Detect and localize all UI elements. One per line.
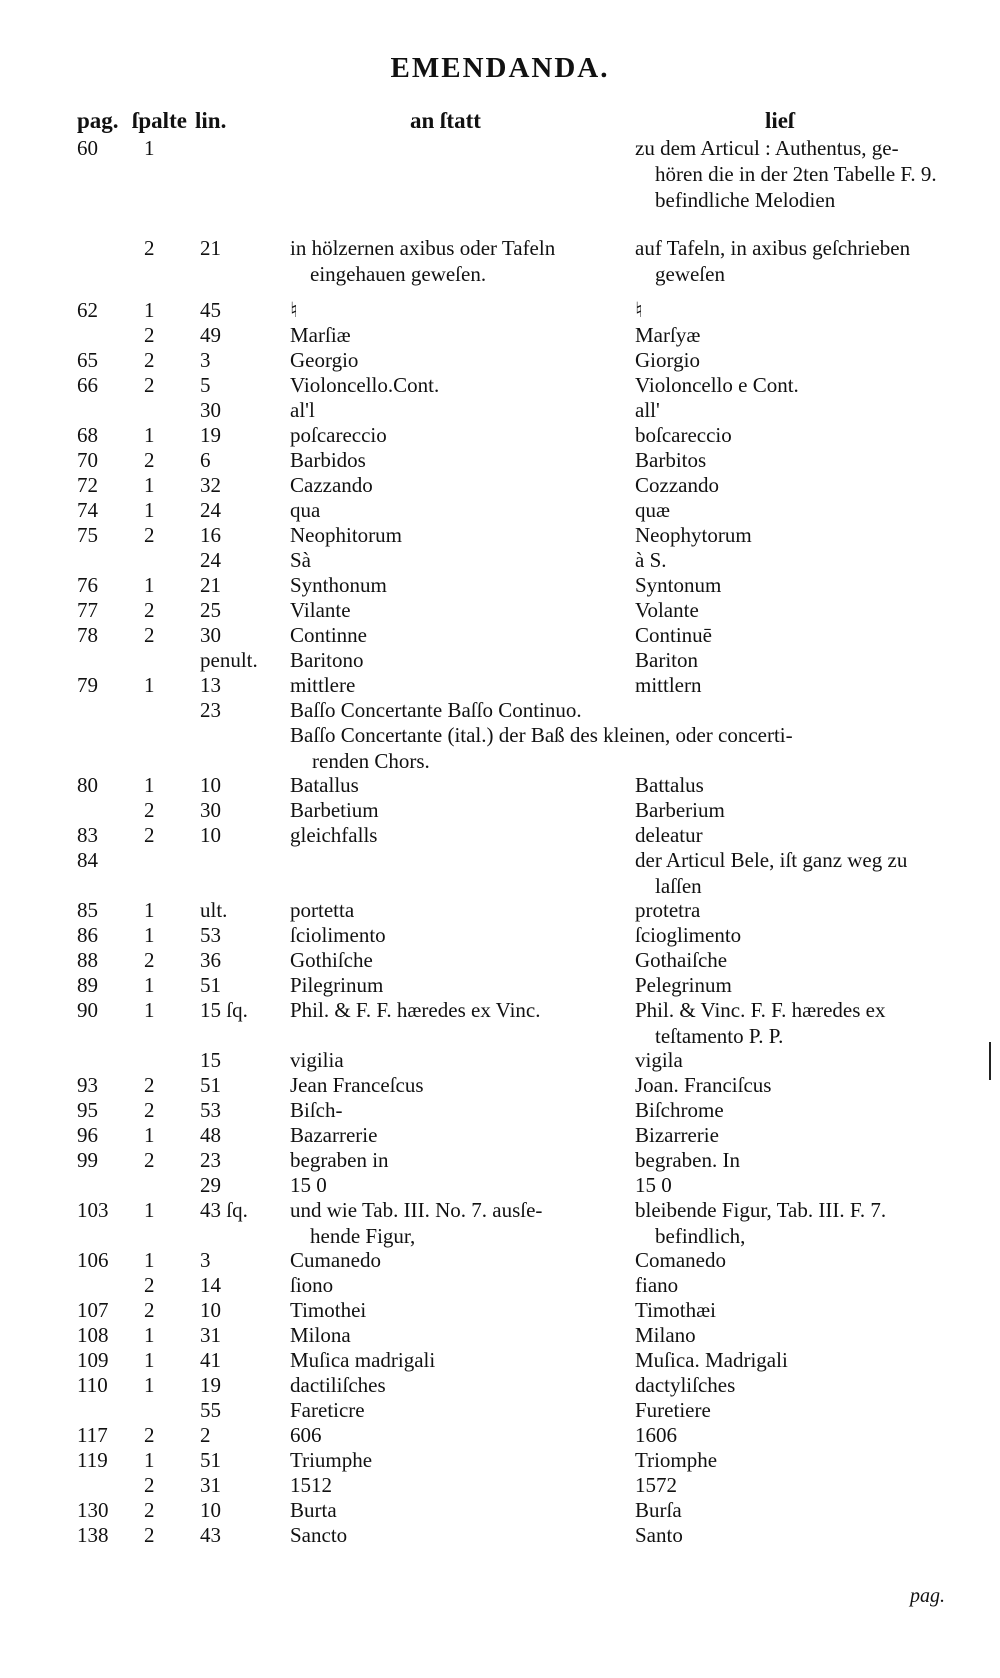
page-number: 117 (77, 1423, 108, 1447)
wrong-reading: Biſch- (290, 1098, 343, 1122)
page-number: 90 (77, 998, 98, 1022)
header-an-statt: an ſtatt (410, 108, 481, 133)
page-number: 107 (77, 1298, 109, 1322)
line-number: 41 (200, 1348, 221, 1372)
errata-row (0, 135, 1000, 235)
line-number: 3 (200, 348, 211, 372)
errata-row (0, 235, 1000, 297)
column-number: 1 (144, 923, 155, 947)
wrong-reading: Milona (290, 1323, 351, 1347)
correct-reading: der Articul Bele, iſt ganz weg zu (635, 848, 908, 872)
correct-reading: Triomphe (635, 1448, 718, 1472)
wrong-reading: mittlere (290, 673, 356, 697)
errata-row (0, 397, 1000, 422)
line-number: 55 (200, 1398, 221, 1422)
correct-reading: Neophytorum (635, 523, 752, 547)
correct-reading: Timothæi (635, 1298, 716, 1322)
catchword: pag. (910, 1585, 945, 1607)
column-number: 2 (144, 236, 155, 260)
page-number: 138 (77, 1523, 109, 1547)
correct-reading: dactyliſches (635, 1373, 736, 1397)
line-number: 43 (200, 1523, 221, 1547)
wrong-reading: Fareticre (290, 1398, 365, 1422)
line-number: 30 (200, 623, 221, 647)
line-number: 53 (200, 1098, 221, 1122)
column-number: 2 (144, 348, 155, 372)
page-title: EMENDANDA. (390, 52, 610, 84)
correct-reading: ſcioglimento (635, 923, 742, 947)
wrong-reading: Batallus (290, 773, 359, 797)
page-number: 72 (77, 473, 98, 497)
wrong-reading: Baritono (290, 648, 364, 672)
errata-row (0, 722, 1000, 772)
line-number: 30 (200, 798, 221, 822)
line-number: 31 (200, 1323, 221, 1347)
correct-reading-continuation: teſtamento P. P. (655, 1024, 784, 1048)
wrong-reading: Burta (290, 1498, 337, 1522)
wrong-reading: portetta (290, 898, 355, 922)
wrong-reading: begraben in (290, 1148, 389, 1172)
column-number: 1 (144, 898, 155, 922)
wrong-reading: Sancto (290, 1523, 348, 1547)
errata-row (0, 297, 1000, 322)
line-number: 10 (200, 823, 221, 847)
errata-row (0, 547, 1000, 572)
correct-reading: 15 0 (635, 1173, 672, 1197)
errata-row (0, 322, 1000, 347)
correct-reading-continuation: laſſen (655, 874, 702, 898)
correct-reading: Pelegrinum (635, 973, 732, 997)
column-number: 1 (144, 1373, 155, 1397)
correct-reading: Milano (635, 1323, 696, 1347)
correct-reading: fiano (635, 1273, 679, 1297)
page-number: 84 (77, 848, 98, 872)
column-number: 2 (144, 1098, 155, 1122)
column-number: 1 (144, 473, 155, 497)
correct-reading: Syntonum (635, 573, 722, 597)
correct-reading: Marſyæ (635, 323, 701, 347)
correct-reading-continuation: hören die in der 2ten Tabelle F. 9. befindliche Melodien (655, 162, 937, 212)
page-number: 99 (77, 1148, 98, 1172)
column-number: 2 (144, 1073, 155, 1097)
page-number: 65 (77, 348, 98, 372)
errata-row (0, 1197, 1000, 1247)
errata-row (0, 1397, 1000, 1422)
column-number: 1 (144, 673, 155, 697)
page-number: 96 (77, 1123, 98, 1147)
errata-row (0, 647, 1000, 672)
wrong-reading-continuation: eingehauen geweſen. (310, 262, 487, 286)
correct-reading: Santo (635, 1523, 683, 1547)
column-number: 1 (144, 1323, 155, 1347)
line-number: 6 (200, 448, 211, 472)
errata-row (0, 597, 1000, 622)
correct-reading: Furetiere (635, 1398, 711, 1422)
correct-reading: mittlern (635, 673, 702, 697)
column-number: 1 (144, 998, 155, 1022)
errata-row (0, 497, 1000, 522)
correct-reading: Bizarrerie (635, 1123, 719, 1147)
wrong-reading: Synthonum (290, 573, 387, 597)
wrong-reading: Pilegrinum (290, 973, 384, 997)
page-number: 62 (77, 298, 98, 322)
correct-reading: Muſica. Madrigali (635, 1348, 788, 1372)
errata-row (0, 772, 1000, 797)
wrong-reading: ♮ (290, 298, 298, 322)
correct-reading-continuation: befindlich, (655, 1224, 746, 1248)
page-number: 83 (77, 823, 98, 847)
column-number: 1 (144, 1348, 155, 1372)
correct-reading: Joan. Franciſcus (635, 1073, 772, 1097)
errata-row (0, 672, 1000, 697)
line-number: ult. (200, 898, 228, 922)
wrong-reading: 15 0 (290, 1173, 327, 1197)
column-number: 2 (144, 823, 155, 847)
column-number: 1 (144, 298, 155, 322)
header-spalte: ſpalte (132, 108, 187, 133)
line-number: 51 (200, 973, 221, 997)
line-number: 24 (200, 548, 221, 572)
correct-reading: Continuē (635, 623, 712, 647)
correct-reading: Bariton (635, 648, 698, 672)
correct-reading: Comanedo (635, 1248, 726, 1272)
page-number: 85 (77, 898, 98, 922)
line-number: 5 (200, 373, 211, 397)
page-number: 79 (77, 673, 98, 697)
errata-row (0, 1347, 1000, 1372)
errata-row (0, 822, 1000, 847)
column-number: 2 (144, 598, 155, 622)
column-number: 2 (144, 1148, 155, 1172)
line-number: 51 (200, 1448, 221, 1472)
wrong-reading: qua (290, 498, 321, 522)
line-number: 19 (200, 423, 221, 447)
errata-row (0, 522, 1000, 547)
correct-reading: deleatur (635, 823, 703, 847)
page-number: 130 (77, 1498, 109, 1522)
page-number: 119 (77, 1448, 108, 1472)
correct-reading: Giorgio (635, 348, 700, 372)
page-number: 106 (77, 1248, 109, 1272)
combined-entry: Baſſo Concertante Baſſo Continuo. (290, 698, 582, 722)
line-number: 10 (200, 1498, 221, 1522)
column-number: 1 (144, 1448, 155, 1472)
wrong-reading: Marſiæ (290, 323, 351, 347)
errata-row (0, 572, 1000, 597)
correct-reading: Violoncello e Cont. (635, 373, 799, 397)
errata-row (0, 847, 1000, 897)
wrong-reading-continuation: hende Figur, (310, 1224, 416, 1248)
combined-entry: Baſſo Concertante (ital.) der Baß des kleinen, oder concerti- (290, 723, 793, 747)
page-number: 80 (77, 773, 98, 797)
wrong-reading: Neophitorum (290, 523, 402, 547)
errata-row (0, 1047, 1000, 1072)
line-number: 10 (200, 1298, 221, 1322)
errata-row (0, 447, 1000, 472)
correct-reading-continuation: geweſen (655, 262, 725, 286)
errata-row (0, 1322, 1000, 1347)
line-number: 23 (200, 1148, 221, 1172)
wrong-reading: Cazzando (290, 473, 373, 497)
errata-row (0, 1497, 1000, 1522)
line-number: 45 (200, 298, 221, 322)
wrong-reading: Cumanedo (290, 1248, 381, 1272)
column-number: 1 (144, 773, 155, 797)
column-number: 2 (144, 448, 155, 472)
column-number: 2 (144, 523, 155, 547)
column-number: 2 (144, 1473, 155, 1497)
line-number: 23 (200, 698, 221, 722)
header-pag: pag. (77, 108, 119, 133)
correct-reading: boſcareccio (635, 423, 732, 447)
wrong-reading: in hölzernen axibus oder Tafeln (290, 236, 556, 260)
errata-row (0, 1172, 1000, 1197)
errata-row (0, 1122, 1000, 1147)
page-number: 77 (77, 598, 98, 622)
line-number: 21 (200, 573, 221, 597)
line-number: penult. (200, 648, 258, 672)
wrong-reading: Continne (290, 623, 367, 647)
errata-row (0, 947, 1000, 972)
page-number: 109 (77, 1348, 109, 1372)
errata-row (0, 472, 1000, 497)
errata-row (0, 922, 1000, 947)
line-number: 10 (200, 773, 221, 797)
line-number: 14 (200, 1273, 221, 1297)
page-number: 75 (77, 523, 98, 547)
wrong-reading: dactiliſches (290, 1373, 386, 1397)
correct-reading: Burſa (635, 1498, 682, 1522)
line-number: 49 (200, 323, 221, 347)
page-number: 68 (77, 423, 98, 447)
page-number: 95 (77, 1098, 98, 1122)
errata-row (0, 622, 1000, 647)
correct-reading: Gothaiſche (635, 948, 728, 972)
header-lies: lieſ (765, 108, 795, 133)
line-number: 15 (200, 1048, 221, 1072)
errata-row (0, 1147, 1000, 1172)
line-number: 31 (200, 1473, 221, 1497)
errata-row (0, 1422, 1000, 1447)
errata-row (0, 1247, 1000, 1272)
wrong-reading: Timothei (290, 1298, 367, 1322)
correct-reading: auf Tafeln, in axibus geſchrieben (635, 236, 911, 260)
header-lin: lin. (195, 108, 227, 133)
page-number: 103 (77, 1198, 109, 1222)
line-number: 24 (200, 498, 221, 522)
correct-reading: 1606 (635, 1423, 677, 1447)
line-number: 2 (200, 1423, 211, 1447)
column-number: 2 (144, 623, 155, 647)
correct-reading: Battalus (635, 773, 704, 797)
page-number: 78 (77, 623, 98, 647)
line-number: 15 ſq. (200, 998, 248, 1022)
wrong-reading: Barbidos (290, 448, 366, 472)
wrong-reading: 1512 (290, 1473, 332, 1497)
wrong-reading: Georgio (290, 348, 359, 372)
column-number: 1 (144, 1123, 155, 1147)
page-number: 108 (77, 1323, 109, 1347)
column-number: 2 (144, 323, 155, 347)
errata-row (0, 1372, 1000, 1397)
errata-row (0, 1522, 1000, 1547)
line-number: 36 (200, 948, 221, 972)
correct-reading: bleibende Figur, Tab. III. F. 7. (635, 1198, 887, 1222)
correct-reading: Barberium (635, 798, 725, 822)
errata-row (0, 972, 1000, 997)
correct-reading: Barbitos (635, 448, 707, 472)
wrong-reading: Jean Franceſcus (290, 1073, 424, 1097)
column-number: 1 (144, 136, 155, 160)
errata-row (0, 372, 1000, 397)
line-number: 19 (200, 1373, 221, 1397)
page-number: 110 (77, 1373, 108, 1397)
correct-reading: protetra (635, 898, 701, 922)
correct-reading: Cozzando (635, 473, 719, 497)
column-number: 2 (144, 798, 155, 822)
errata-row (0, 1097, 1000, 1122)
errata-row (0, 797, 1000, 822)
wrong-reading: Sà (290, 548, 311, 572)
column-number: 2 (144, 1523, 155, 1547)
page-number: 66 (77, 373, 98, 397)
column-number: 1 (144, 573, 155, 597)
line-number: 53 (200, 923, 221, 947)
column-number: 2 (144, 1498, 155, 1522)
page-number: 89 (77, 973, 98, 997)
page-number: 70 (77, 448, 98, 472)
column-number: 1 (144, 498, 155, 522)
wrong-reading: und wie Tab. III. No. 7. ausſe- (290, 1198, 543, 1222)
line-number: 3 (200, 1248, 211, 1272)
page-number: 76 (77, 573, 98, 597)
line-number: 29 (200, 1173, 221, 1197)
correct-reading: zu dem Articul : Authentus, ge- (635, 136, 899, 160)
errata-row (0, 1297, 1000, 1322)
errata-row (0, 1447, 1000, 1472)
margin-mark (989, 1042, 991, 1080)
wrong-reading: gleichfalls (290, 823, 378, 847)
column-number: 1 (144, 423, 155, 447)
page-number: 88 (77, 948, 98, 972)
errata-row (0, 997, 1000, 1047)
errata-row (0, 1072, 1000, 1097)
wrong-reading: Violoncello.Cont. (290, 373, 440, 397)
correct-reading: vigila (635, 1048, 683, 1072)
wrong-reading: Triumphe (290, 1448, 373, 1472)
correct-reading: Volante (635, 598, 699, 622)
wrong-reading: 606 (290, 1423, 322, 1447)
wrong-reading: Phil. & F. F. hæredes ex Vinc. (290, 998, 541, 1022)
wrong-reading: Muſica madrigali (290, 1348, 436, 1372)
line-number: 25 (200, 598, 221, 622)
correct-reading: ♮ (635, 298, 643, 322)
errata-table (0, 135, 1000, 1547)
errata-row (0, 347, 1000, 372)
line-number: 16 (200, 523, 221, 547)
combined-entry-continuation: renden Chors. (312, 749, 430, 773)
line-number: 48 (200, 1123, 221, 1147)
correct-reading: quæ (635, 498, 671, 522)
page-number: 74 (77, 498, 98, 522)
correct-reading: Biſchrome (635, 1098, 724, 1122)
errata-row (0, 422, 1000, 447)
line-number: 51 (200, 1073, 221, 1097)
errata-row (0, 1272, 1000, 1297)
wrong-reading: vigilia (290, 1048, 344, 1072)
correct-reading: Phil. & Vinc. F. F. hæredes ex (635, 998, 886, 1022)
line-number: 43 ſq. (200, 1198, 248, 1222)
line-number: 30 (200, 398, 221, 422)
column-number: 1 (144, 1248, 155, 1272)
column-number: 1 (144, 973, 155, 997)
correct-reading: all' (635, 398, 660, 422)
wrong-reading: al'l (290, 398, 315, 422)
line-number: 32 (200, 473, 221, 497)
column-number: 1 (144, 1198, 155, 1222)
column-number: 2 (144, 1298, 155, 1322)
wrong-reading: Bazarrerie (290, 1123, 378, 1147)
wrong-reading: Vilante (290, 598, 351, 622)
page-number: 86 (77, 923, 98, 947)
errata-row (0, 697, 1000, 722)
column-number: 2 (144, 1423, 155, 1447)
page-number: 60 (77, 136, 98, 160)
wrong-reading: ſiono (290, 1273, 334, 1297)
errata-row (0, 1472, 1000, 1497)
wrong-reading: Barbetium (290, 798, 379, 822)
line-number: 13 (200, 673, 221, 697)
column-number: 2 (144, 948, 155, 972)
line-number: 21 (200, 236, 221, 260)
wrong-reading: Gothiſche (290, 948, 373, 972)
column-number: 2 (144, 373, 155, 397)
errata-row (0, 897, 1000, 922)
column-number: 2 (144, 1273, 155, 1297)
wrong-reading: poſcareccio (290, 423, 387, 447)
correct-reading: 1572 (635, 1473, 677, 1497)
correct-reading: à S. (635, 548, 667, 572)
page-number: 93 (77, 1073, 98, 1097)
correct-reading: begraben. In (635, 1148, 740, 1172)
wrong-reading: ſciolimento (290, 923, 386, 947)
